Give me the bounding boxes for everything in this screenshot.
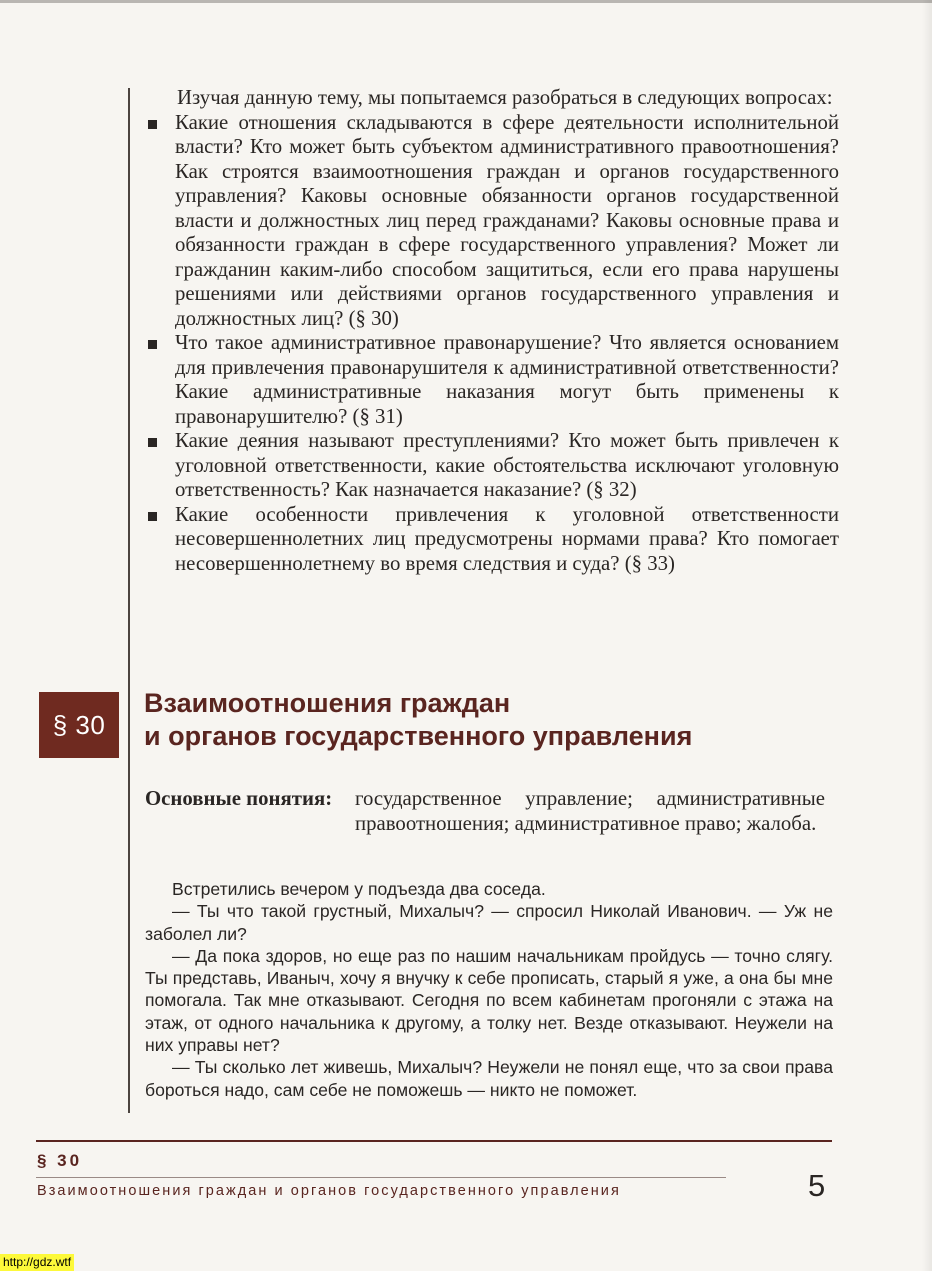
intro-story (145, 878, 833, 1101)
footer-section-title: Взаимоотношения граждан и органов государственного управления (37, 1183, 621, 1199)
square-bullet-icon (148, 120, 157, 129)
footer-section-number: § 30 (37, 1151, 83, 1170)
footer-rule (36, 1140, 832, 1142)
intro-lead: Изучая данную тему, мы попытаемся разобраться в следующих вопросах: (177, 86, 833, 109)
square-bullet-icon (148, 438, 157, 447)
question-item (145, 111, 839, 332)
question-text: Что такое административное правонарушение? Что является основанием для привлечения правонарушителя к административной ответственности? Какие административные наказания могут быть применены к правонарушителю? (§ 31) (175, 331, 839, 428)
page-top-edge (0, 0, 932, 3)
square-bullet-icon (148, 512, 157, 521)
story-paragraph: — Ты сколько лет живешь, Михалыч? Неужели не понял еще, что за свои права бороться надо, сам себе не поможешь — никто не поможет. (145, 1057, 833, 1100)
footer-divider (36, 1177, 726, 1178)
story-paragraph: Встретились вечером у подъезда два соседа. (172, 879, 546, 899)
question-item (145, 429, 839, 503)
question-item (145, 503, 839, 577)
topic-intro (145, 86, 839, 576)
story-paragraph: — Ты что такой грустный, Михалыч? — спросил Николай Иванович. — Уж не заболел ли? (145, 901, 833, 944)
question-text: Какие особенности привлечения к уголовной ответственности несовершеннолетних лиц предусмотрены нормами права? Кто помогает несовершеннолетнему во время следствия и суда? (§ 33) (175, 502, 839, 575)
story-paragraph: — Да пока здоров, но еще раз по нашим начальникам пройдусь — точно слягу. Ты представь, Иваныч, хочу я внучку к себе прописать, старый я уже, а она бы мне помогала. Так мне отказывают. Сегодня по всем кабинетам прогоняли с этажа на этаж, от одного начальника к другому, а толку нет. Везде отказывают. Неужели на них управы нет? (145, 945, 833, 1056)
section-title-line-2: и органов государственного управления (144, 721, 693, 751)
question-text: Какие деяния называют преступлениями? Кто может быть привлечен к уголовной ответственности, какие обстоятельства исключают уголовную ответственность? Как назначается наказание? (§ 32) (175, 429, 839, 501)
section-title (144, 687, 844, 753)
section-title-line-1: Взаимоотношения граждан (144, 688, 511, 718)
page-right-shadow (922, 0, 932, 1271)
question-list (145, 111, 839, 577)
key-concepts-label: Основные понятия: (145, 787, 333, 810)
key-concepts (145, 786, 845, 836)
question-text: Какие отношения складываются в сфере деятельности исполнительной власти? Кто может быть субъектом административного правоотношения? Как строятся взаимоотношения граждан и органов государственного управления? Каковы основные обязанности органов государственной власти и должностных лиц перед гражданами? Каковы основные права и обязанности граждан в сфере государственного управления? Может ли гражданин каким-либо способом защититься, если его права нарушены решениями или действиями органов государственного управления и должностных лиц? (§ 30) (175, 110, 839, 330)
watermark-link[interactable]: http://gdz.wtf (0, 1254, 74, 1271)
key-concepts-text: государственное управление; административные правоотношения; административное право; жалоба. (355, 787, 825, 835)
section-number-badge: § 30 (39, 692, 119, 758)
question-item (145, 331, 839, 429)
square-bullet-icon (148, 340, 157, 349)
margin-rule (128, 88, 130, 1113)
page-number: 5 (808, 1168, 826, 1203)
